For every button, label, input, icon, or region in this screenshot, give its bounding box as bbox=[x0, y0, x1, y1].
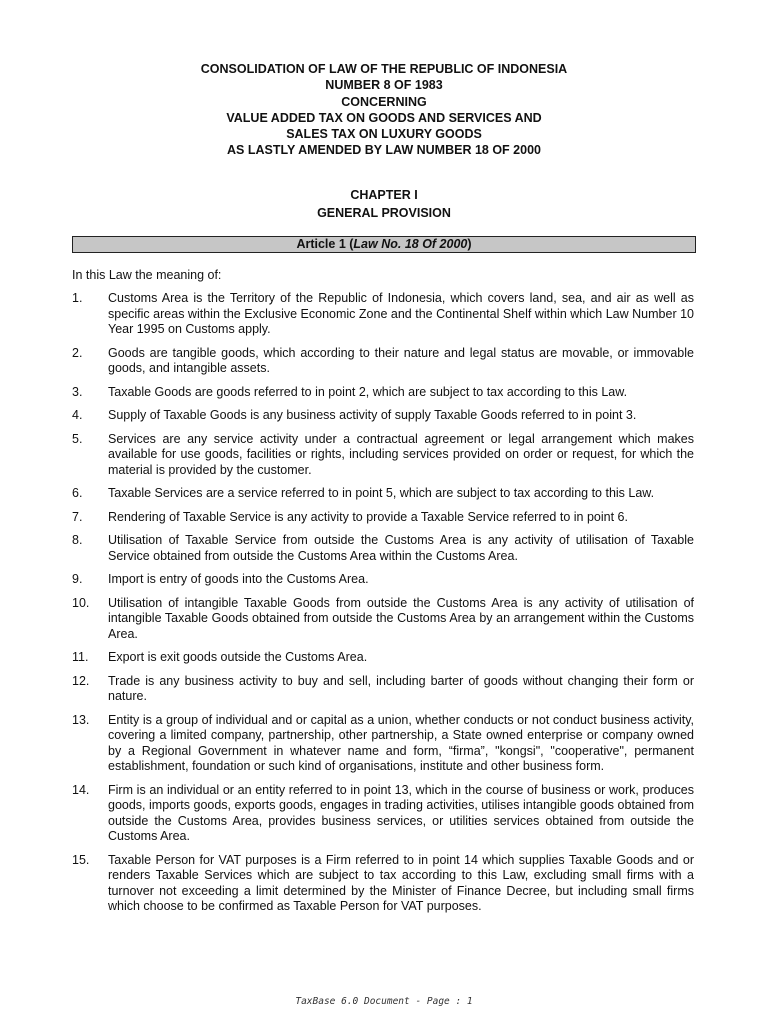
definition-item bbox=[72, 432, 694, 479]
title-line: AS LASTLY AMENDED BY LAW NUMBER 18 OF 2000 bbox=[227, 143, 541, 158]
title-line: SALES TAX ON LUXURY GOODS bbox=[286, 127, 482, 142]
definition-text: Utilisation of intangible Taxable Goods from outside the Customs Area is any activity of utilisation of intangible Taxable Goods obtained from outside the Customs Area by an arrangement within the Customs Area. bbox=[108, 595, 694, 641]
definition-number: 2. bbox=[72, 345, 83, 360]
definition-number: 14. bbox=[72, 782, 90, 797]
definition-number: 13. bbox=[72, 712, 90, 727]
definition-number: 7. bbox=[72, 509, 83, 524]
definition-item bbox=[72, 486, 694, 502]
article-label: Article 1 ( bbox=[296, 237, 354, 251]
definition-item bbox=[72, 674, 694, 705]
definition-text: Firm is an individual or an entity referred to in point 13, which in the course of business or work, produces goods, imports goods, exports goods, engages in trading activities, utilises intangible goods obtained from outside the Customs Area, provides business services, or utilities services obtained from outside the Customs Area. bbox=[108, 782, 694, 843]
title-line: CONSOLIDATION OF LAW OF THE REPUBLIC OF INDONESIA bbox=[200, 62, 568, 76]
definition-text: Customs Area is the Territory of the Republic of Indonesia, which covers land, sea, and air as well as specific areas within the Exclusive Economic Zone and the Continental Shelf within which Law Number 10 Year 1995 on Customs apply. bbox=[108, 291, 694, 336]
definition-text: Taxable Goods are goods referred to in point 2, which are subject to tax according to this Law. bbox=[108, 384, 628, 399]
definition-item bbox=[72, 713, 694, 775]
title-line: NUMBER 8 OF 1983 bbox=[325, 78, 443, 93]
definition-item bbox=[72, 346, 694, 377]
definition-number: 15. bbox=[72, 852, 90, 867]
definition-text: Import is entry of goods into the Customs Area. bbox=[108, 572, 369, 586]
chapter-heading bbox=[0, 186, 768, 222]
definition-text: Utilisation of Taxable Service from outside the Customs Area is any activity of utilisation of Taxable Service obtained from outside the Customs Area within the Customs Area. bbox=[108, 533, 694, 563]
definition-item bbox=[72, 853, 694, 915]
definition-item bbox=[72, 650, 694, 666]
definitions-list bbox=[72, 291, 694, 923]
article-reference: Law No. 18 Of 2000 bbox=[353, 237, 468, 251]
definition-item bbox=[72, 510, 694, 526]
article-close: ) bbox=[467, 237, 472, 251]
chapter-title: GENERAL PROVISION bbox=[317, 206, 451, 220]
definition-text: Entity is a group of individual and or capital as a union, whether conducts or not conduct business activity, covering a limited company, partnership, other partnership, a State owned enterprise or company owned by a Regional Government in whatever name and form, “firma”, "kongsi", "cooperative", permanent establishment, foundation or such kind of organisations, institute and other business form. bbox=[108, 712, 694, 773]
definition-number: 5. bbox=[72, 431, 83, 446]
definition-number: 4. bbox=[72, 408, 83, 422]
definition-text: Export is exit goods outside the Customs Area. bbox=[108, 650, 368, 664]
document-title bbox=[0, 61, 768, 159]
definition-text: Taxable Services are a service referred to in point 5, which are subject to tax according to this Law. bbox=[108, 486, 655, 500]
intro-text: In this Law the meaning of: bbox=[72, 268, 222, 282]
definition-item bbox=[72, 783, 694, 845]
article-heading bbox=[72, 236, 696, 253]
definition-text: Taxable Person for VAT purposes is a Firm referred to in point 14 which supplies Taxable Goods and or renders Taxable Services which are subject to tax according to this Law, excluding small firms with a turnover not exceeding a limit determined by the Minister of Finance Decree, but including small firms which choose to be confirmed as Taxable Person for VAT purposes. bbox=[108, 852, 694, 913]
definition-text: Rendering of Taxable Service is any activity to provide a Taxable Service referred to in point 6. bbox=[108, 509, 628, 524]
page-footer: TaxBase 6.0 Document - Page : 1 bbox=[295, 996, 473, 1007]
definition-number: 1. bbox=[72, 291, 83, 305]
definition-number: 12. bbox=[72, 673, 90, 688]
definition-text: Supply of Taxable Goods is any business activity of supply Taxable Goods referred to in point 3. bbox=[108, 408, 637, 422]
definition-number: 3. bbox=[72, 384, 83, 399]
definition-number: 8. bbox=[72, 533, 83, 547]
definition-number: 6. bbox=[72, 486, 83, 500]
definition-number: 11. bbox=[72, 650, 89, 664]
title-line: VALUE ADDED TAX ON GOODS AND SERVICES AND bbox=[226, 110, 542, 125]
definition-item bbox=[72, 533, 694, 564]
definition-item bbox=[72, 291, 694, 338]
definition-text: Goods are tangible goods, which according to their nature and legal status are movable, or immovable goods, and intangible assets. bbox=[108, 345, 694, 375]
definition-item bbox=[72, 408, 694, 424]
definition-item bbox=[72, 596, 694, 643]
definition-number: 10. bbox=[72, 595, 90, 610]
definition-item bbox=[72, 385, 694, 401]
title-line: CONCERNING bbox=[341, 94, 427, 109]
chapter-number: CHAPTER I bbox=[350, 188, 418, 202]
definition-number: 9. bbox=[72, 572, 83, 586]
definition-text: Services are any service activity under a contractual agreement or legal arrangement which makes available for use goods, facilities or rights, including services provided on order or request, for which the material is provided by the customer. bbox=[108, 431, 694, 477]
definition-item bbox=[72, 572, 694, 588]
definition-text: Trade is any business activity to buy and sell, including barter of goods without changing their form or nature. bbox=[108, 673, 694, 703]
